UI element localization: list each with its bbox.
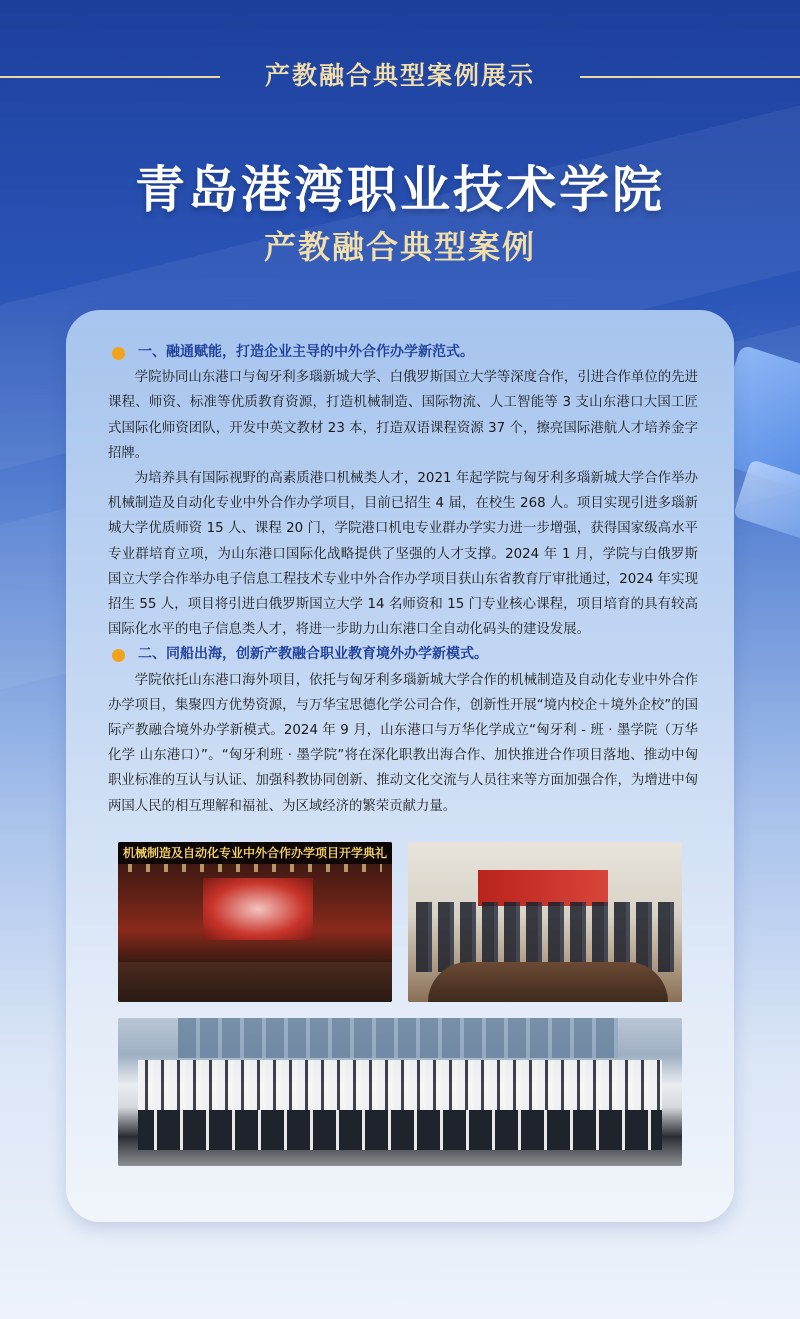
meeting-banner [478, 870, 608, 906]
photo-caption: 机械制造及自动化专业中外合作办学项目开学典礼 [118, 842, 392, 864]
banner-line-left [0, 76, 220, 78]
stage-floor [118, 962, 392, 1002]
paragraph: 学院依托山东港口海外项目，依托与匈牙利多瑙新城大学合作的机械制造及自动化专业中外合作办学项目，集聚四方优势资源，与万华宝思德化学公司合作，创新性开展“境内校企＋境外企校”的国际产教融合境外办学新模式。2024 年 9 月，山东港口与万华化学成立“匈牙利 - 班 · 墨学院（万华化学 山东港口）”。“匈牙利班 · 墨学院”将在深化职教出海合作、加快推进合作项目落地、推动中匈职业标准的互认与认证、加强科教协同创新、推动文化交流与人员往来等方面加强合作，为增进中匈两国人民的相互理解和福祉、为区域经济的繁荣贡献力量。 [108, 672, 698, 814]
section-heading [108, 340, 698, 365]
section-heading [108, 642, 698, 667]
group-building [178, 1018, 618, 1058]
stage-screen [203, 878, 313, 940]
photo-opening-ceremony [118, 842, 392, 1002]
banner-line-right [580, 76, 800, 78]
paragraph: 为培养具有国际视野的高素质港口机械类人才，2021 年起学院与匈牙利多瑙新城大学合作举办机械制造及自动化专业中外合作办学项目，目前已招生 4 届，在校生 268 人。项目实现引进多瑙新城大学优质师资 15 人、课程 20 门，学院港口机电专业群办学实力进一步增强，获得国家级高水平专业群培育立项，为山东港口国际化战略提供了坚强的人才支撑。2024 年 1 月，学院与白俄罗斯国立大学合作举办电子信息工程技术专业中外合作办学项目获山东省教育厅审批通过，2024 年实现招生 55 人，项目将引进白俄罗斯国立大学 14 名师资和 15 门专业核心课程，项目培育的具有较高国际化水平的电子信息类人才，将进一步助力山东港口全自动化码头的建设发展。 [108, 471, 698, 638]
page-subtitle: 产教融合典型案例 [263, 228, 536, 266]
bullet-dot-icon [112, 347, 125, 360]
photo-meeting [408, 842, 682, 1002]
section-heading-text: 二、同船出海，创新产教融合职业教育境外办学新模式。 [138, 646, 488, 663]
group-crowd [138, 1060, 662, 1112]
banner-title: 产教融合典型案例展示 [264, 61, 535, 90]
bullet-dot-icon [112, 649, 125, 662]
section-heading-text: 一、融通赋能，打造企业主导的中外合作办学新范式。 [138, 344, 474, 360]
paragraph: 学院协同山东港口与匈牙利多瑙新城大学、白俄罗斯国立大学等深度合作，引进合作单位的先进课程、师资、标准等优质教育资源，打造机械制造、国际物流、人工智能等 3 支山东港口大国工匠式国际化师资团队，开发中英文教材 23 本，打造双语课程资源 37 个，擦亮国际港航人才培养金字招牌。 [108, 370, 698, 461]
photo-group [118, 1018, 682, 1166]
stage-lights [128, 864, 382, 872]
top-banner [0, 56, 800, 92]
group-front-row [138, 1110, 662, 1150]
page-title: 青岛港湾职业技术学院 [135, 161, 665, 219]
meeting-table [428, 962, 668, 1002]
article-body [108, 340, 698, 819]
